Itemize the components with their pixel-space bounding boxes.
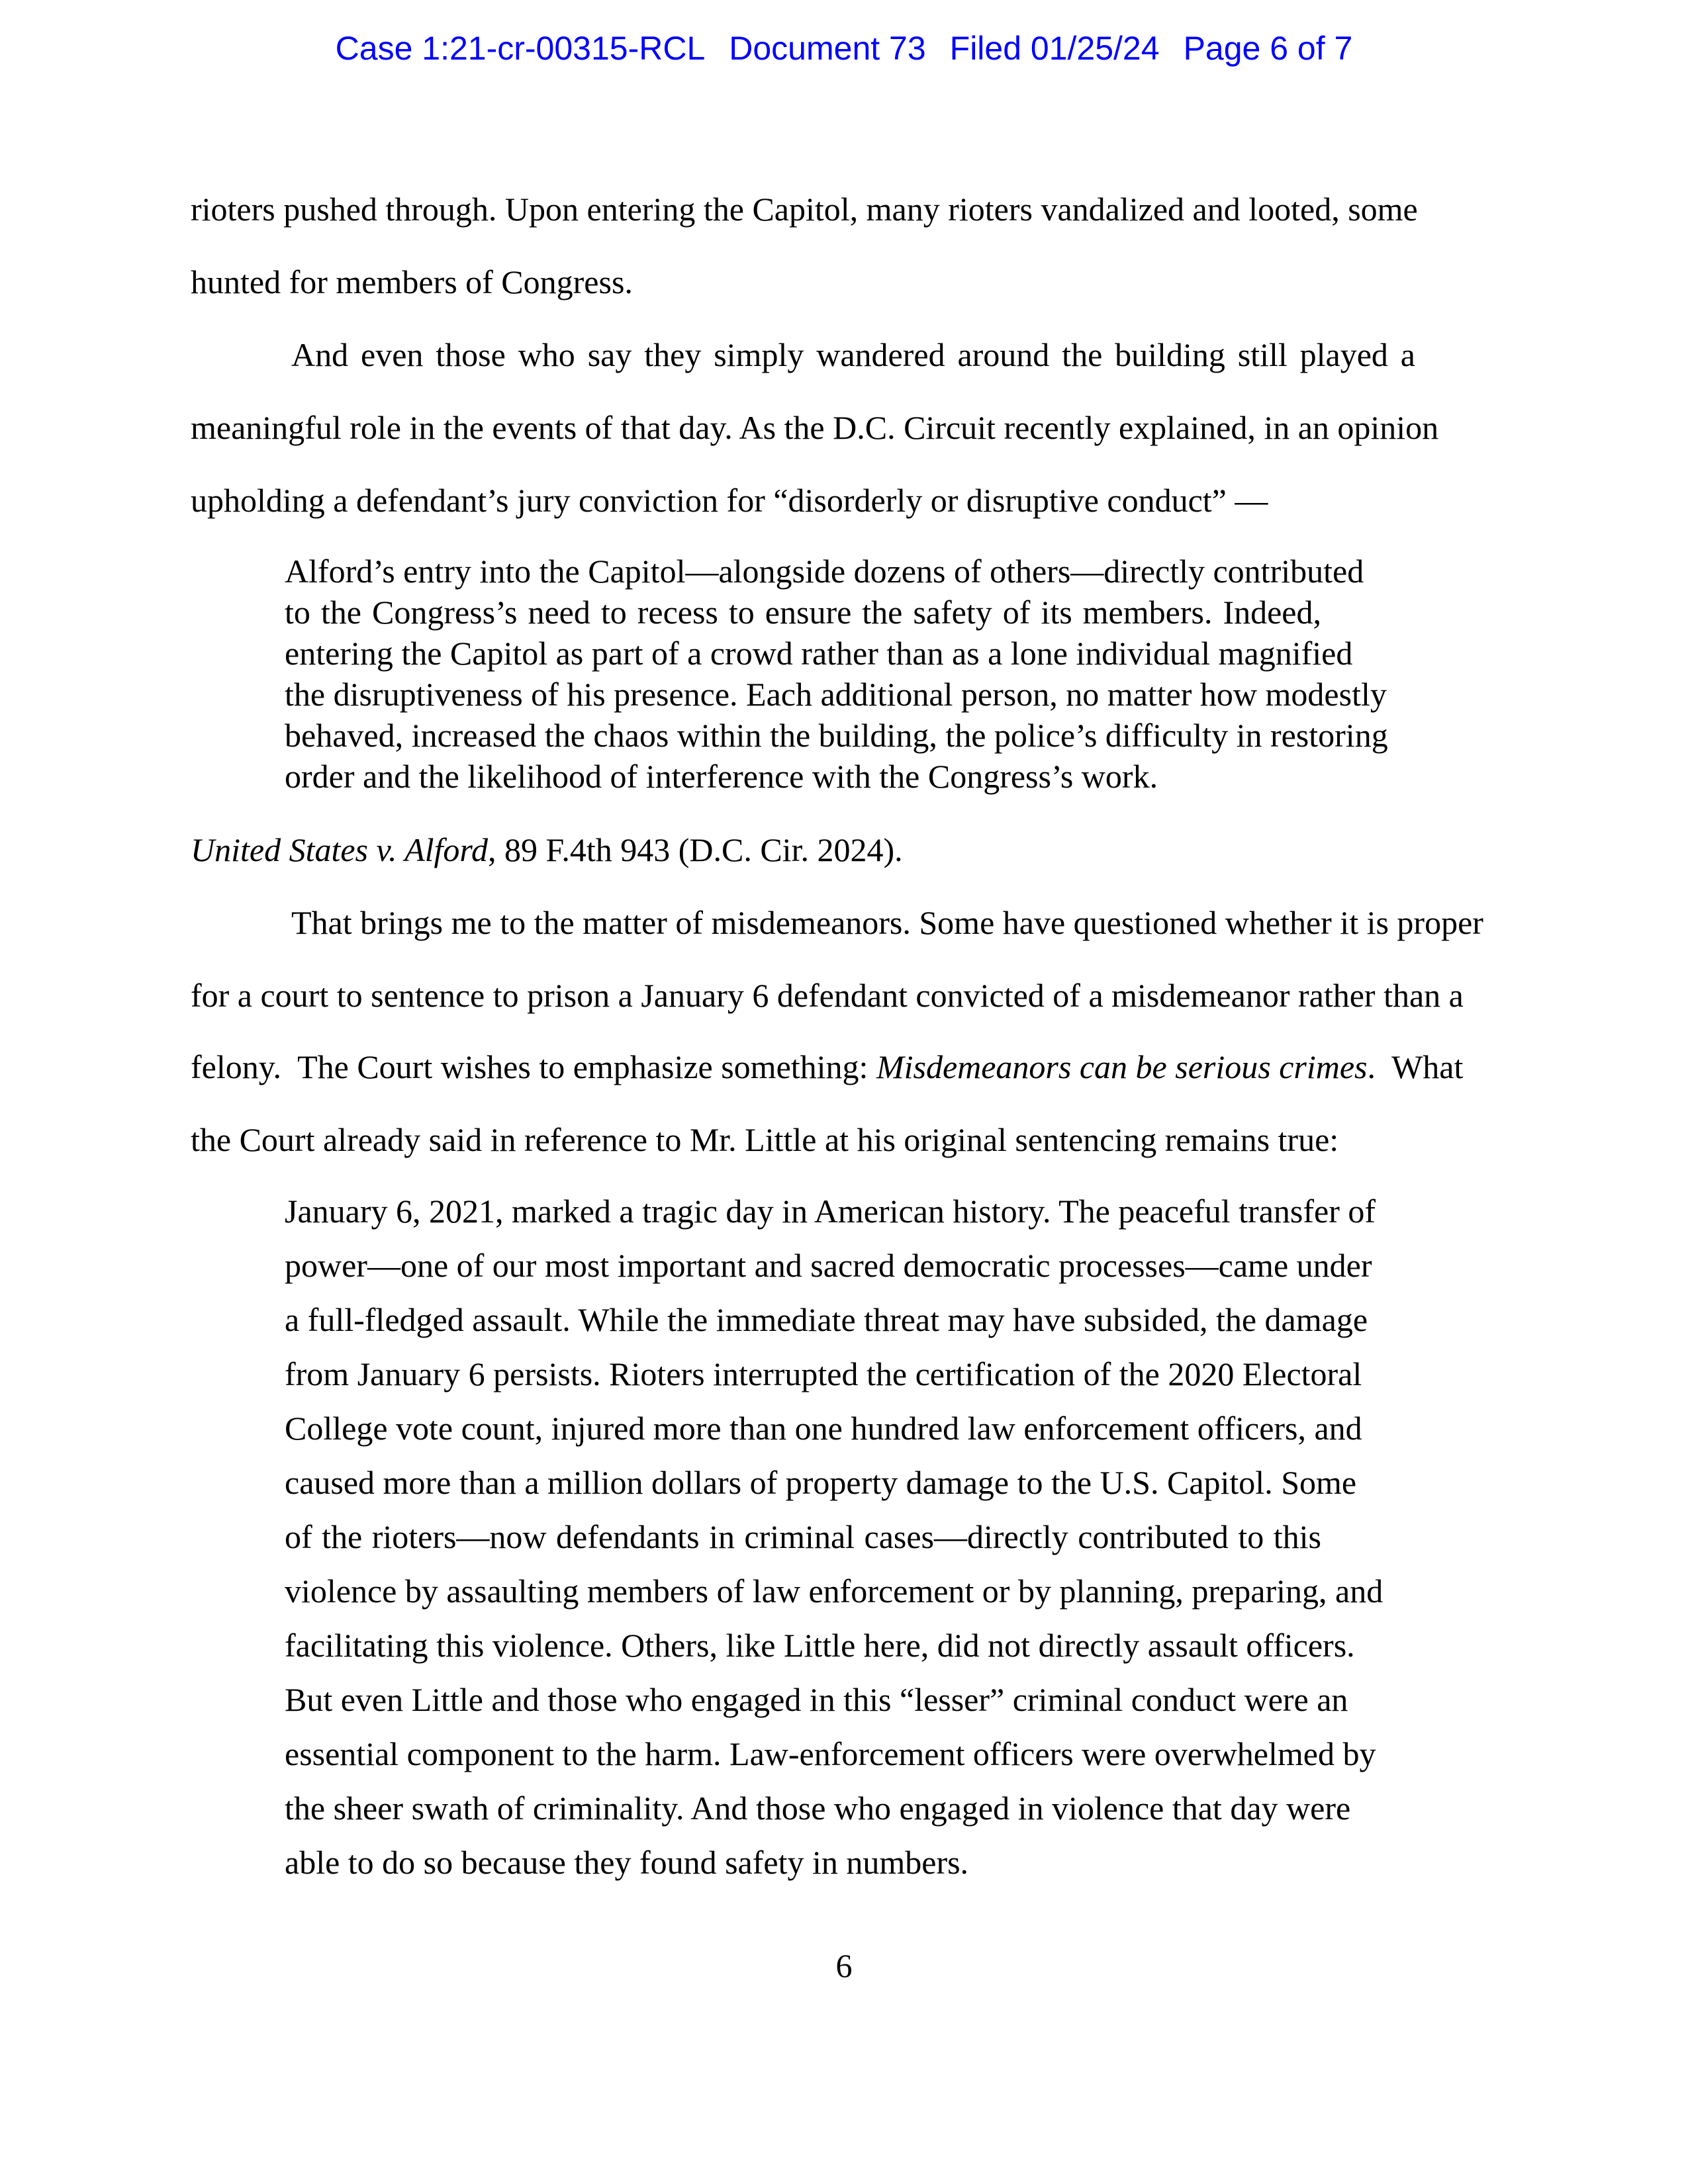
text-segment: . What xyxy=(1367,1048,1464,1085)
text-line xyxy=(191,1047,1464,1087)
citation-reporter: , 89 F.4th 943 (D.C. Cir. 2024). xyxy=(488,831,903,868)
page-indicator: Page 6 of 7 xyxy=(1183,30,1353,67)
case-header xyxy=(0,29,1688,68)
case-number: Case 1:21-cr-00315-RCL xyxy=(335,30,706,67)
quote-line: order and the likelihood of interference with the Congress’s work. xyxy=(285,758,1158,795)
text-line: And even those who say they simply wandered around the building still played a xyxy=(291,336,1415,373)
quote-line: of the rioters—now defendants in criminal cases—directly contributed to this xyxy=(285,1518,1321,1555)
quote-line: a full-fledged assault. While the immediate threat may have subsided, the damage xyxy=(285,1301,1368,1338)
quote-line: the disruptiveness of his presence. Each additional person, no matter how modestly xyxy=(285,676,1387,713)
quote-line: January 6, 2021, marked a tragic day in American history. The peaceful transfer of xyxy=(285,1193,1376,1230)
quote-line: able to do so because they found safety in numbers. xyxy=(285,1844,969,1881)
quote-line: facilitating this violence. Others, like Little here, did not directly assault officers. xyxy=(285,1627,1355,1664)
quote-line: essential component to the harm. Law-enforcement officers were overwhelmed by xyxy=(285,1735,1376,1772)
emphasis-text: Misdemeanors can be serious crimes xyxy=(876,1048,1368,1085)
text-segment: felony. The Court wishes to emphasize something: xyxy=(191,1048,876,1085)
quote-line: the sheer swath of criminality. And those who engaged in violence that day were xyxy=(285,1790,1351,1827)
text-line: the Court already said in reference to Mr. Little at his original sentencing remains true: xyxy=(191,1121,1339,1158)
case-citation xyxy=(191,830,903,870)
filed-date: Filed 01/25/24 xyxy=(949,30,1160,67)
quote-line: But even Little and those who engaged in this “lesser” criminal conduct were an xyxy=(285,1681,1348,1718)
text-line: upholding a defendant’s jury conviction for “disorderly or disruptive conduct” — xyxy=(191,482,1268,519)
quote-line: College vote count, injured more than one hundred law enforcement officers, and xyxy=(285,1410,1362,1447)
text-line: That brings me to the matter of misdemeanors. Some have questioned whether it is proper xyxy=(291,904,1483,941)
quote-line: violence by assaulting members of law enforcement or by planning, preparing, and xyxy=(285,1572,1383,1610)
text-line: meaningful role in the events of that day. As the D.C. Circuit recently explained, in an opinion xyxy=(191,409,1439,446)
text-line: hunted for members of Congress. xyxy=(191,263,633,300)
quote-line: to the Congress’s need to recess to ensure the safety of its members. Indeed, xyxy=(285,594,1321,631)
text-line: rioters pushed through. Upon entering the Capitol, many rioters vandalized and looted, some xyxy=(191,191,1418,228)
quote-line: Alford’s entry into the Capitol—alongside dozens of others—directly contributed xyxy=(285,553,1364,590)
text-line: for a court to sentence to prison a January 6 defendant convicted of a misdemeanor rather than a xyxy=(191,977,1464,1014)
document-number: Document 73 xyxy=(729,30,926,67)
quote-line: power—one of our most important and sacred democratic processes—came under xyxy=(285,1247,1372,1284)
quote-line: entering the Capitol as part of a crowd rather than as a lone individual magnified xyxy=(285,635,1353,672)
quote-line: behaved, increased the chaos within the building, the police’s difficulty in restoring xyxy=(285,717,1388,754)
quote-line: caused more than a million dollars of property damage to the U.S. Capitol. Some xyxy=(285,1464,1357,1501)
citation-case-name: United States v. Alford xyxy=(191,831,489,868)
quote-line: from January 6 persists. Rioters interrupted the certification of the 2020 Electoral xyxy=(285,1355,1362,1392)
page-number: 6 xyxy=(835,1947,853,1984)
